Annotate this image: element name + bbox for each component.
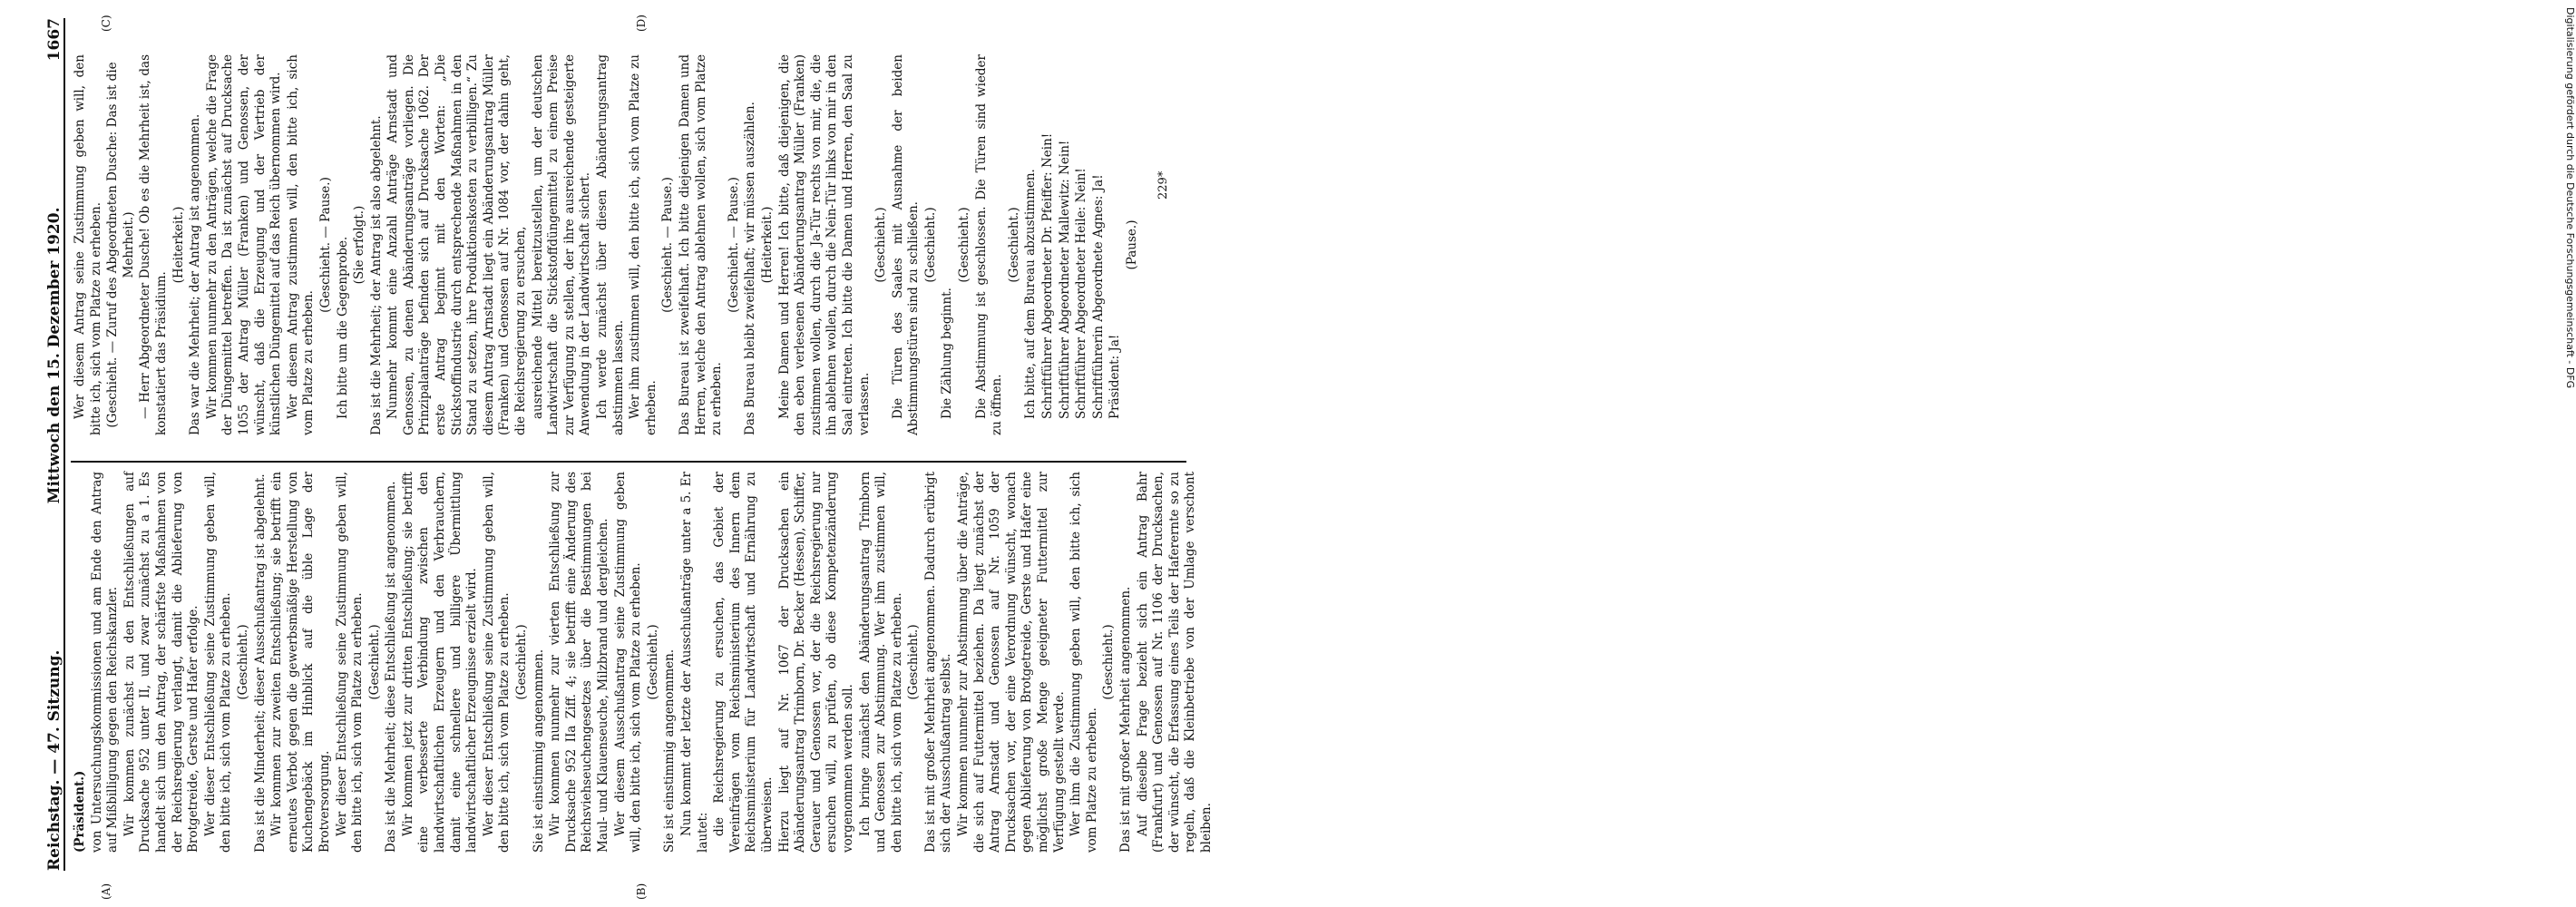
paragraph: Schriftführer Abgeordneter Heile: Nein! xyxy=(1074,168,1089,419)
paragraph: (Geschieht. — Pause.) xyxy=(660,177,676,313)
paragraph: Das war die Mehrheit; der Antrag ist angenommen. xyxy=(188,113,203,435)
paragraph: Schriftführerin Abgeordnete Agnes: Ja! xyxy=(1090,174,1106,419)
paragraph: Wir kommen zur zweiten Entschließung; sie betrifft ein erneutes Verbot gegen die gewerbsmäßige Herstellung von Kuchengebäck im Hinblick auf die üble Lage der Brotversorgung. xyxy=(269,472,332,853)
margin-mark-a: (A) xyxy=(100,883,112,900)
margin-mark-d: (D) xyxy=(635,15,648,32)
paragraph: Das Bureau ist zweifelhaft. Ich bitte diejenigen Damen und Herren, welche den Antrag ablehnen wollen, sich vom Platze zu erheben. xyxy=(677,54,725,435)
paragraph: die Reichsregierung zu ersuchen, das Gebiet der Vereinfrägen vom Reichsministerium des Innern dem Reichsministerium für Landwirtschaft und Ernährung zu überweisen. xyxy=(712,472,775,853)
paragraph: Das ist die Mehrheit; diese Entschließung ist angenommen. xyxy=(384,481,399,853)
paragraph: Ich bringe zunächst den Abänderungsantrag Trimborn und Genossen zur Abstimmung. Wer ihm zustimmen will, den bitte ich, sich vom Platze zu erheben. xyxy=(857,472,904,853)
paragraph: Wer diesem Antrag zustimmen will, den bitte ich, sich vom Platze zu erheben. xyxy=(285,54,317,435)
sidebar-credit: Digitalisierung gefördert durch die Deutsche Forschungsgemeinschaft - DFG xyxy=(2564,7,2576,389)
paragraph: (Heiterkeit.) xyxy=(759,206,775,284)
paragraph: Das ist mit großer Mehrheit angenommen. Dadurch erübrigt sich der Ausschußantrag selbst. xyxy=(922,472,954,853)
paragraph: (Geschieht.) xyxy=(1101,624,1117,700)
paragraph: Ich bitte, auf dem Bureau abzustimmen. xyxy=(1023,169,1039,419)
paragraph: Die Abstimmung ist geschlossen. Die Türen sind wieder zu öffnen. xyxy=(973,54,1005,435)
paragraph: Das ist mit großer Mehrheit angenommen. xyxy=(1118,586,1133,853)
paragraph: (Geschieht. — Zuruf des Abgeordneten Dusche: Das ist die Mehrheit.) xyxy=(105,62,136,428)
paragraph: Wir kommen nunmehr zu den Anträgen, welche die Frage der Düngemittel betreffen. Da ist zunächst auf Drucksache 1055 der Antrag Müller (Franken) und Genossen, der wünscht, daß die Erzeugung und der Vertrieb der künstlichen Düngemittel auf das Reich übernommen wird. xyxy=(204,54,284,435)
paragraph: Wer ihm die Zustimmung geben will, den bitte ich, sich vom Platze zu erheben. xyxy=(1068,472,1099,853)
paragraph: Wir kommen jetzt zur dritten Entschließung; sie betrifft eine verbesserte Verbindung zwischen den landwirtschaftlichen Erzeugern und den Verbrauchern, damit eine schnellere und billigere Übermittlung landwirtschaftlicher Erzeugnisse erzielt wird. xyxy=(400,472,480,853)
paragraph: Hierzu liegt auf Nr. 1067 der Drucksachen ein Abänderungsantrag Trimborn, Dr. Becker (Hessen), Schiffer, Gerauer und Genossen vor, der die Reichsregierung nur ersuchen will, zu prüfen, ob diese Kompetenzänderung vorgenommen werden soll. xyxy=(776,472,855,853)
paragraph: Die Zählung beginnt. xyxy=(940,288,955,419)
paragraph: (Sie erfolgt.) xyxy=(352,205,367,285)
paragraph: (Geschieht.) xyxy=(906,624,922,700)
paragraph: Wer diesem Antrag seine Zustimmung geben will, den bitte ich, sich vom Platze zu erheben. xyxy=(73,54,103,435)
header-left: Reichstag. — 47. Sitzung. xyxy=(45,649,63,871)
paragraph: Präsident: Ja! xyxy=(1107,334,1123,419)
paragraph: Schriftführer Abgeordneter Mallewitz: Nein! xyxy=(1057,140,1072,419)
paragraph: (Geschieht. — Pause.) xyxy=(317,177,333,313)
paragraph: Nun kommt der letzte der Ausschußanträge unter a 5. Er lautet: xyxy=(678,472,710,853)
footer-number: 229* xyxy=(1156,171,1170,200)
paragraph: (Geschieht.) xyxy=(514,624,530,700)
paragraph: Wir kommen zunächst zu den Entschließungen auf Drucksache 952 unter II, und zwar zunächst zu a 1. Es handelt sich um den Antrag, der schärfste Maßnahmen von der Reichsregierung verlangt, damit die Ablieferung von Brotgetreide, Gerste und Hafer erfolge. xyxy=(122,472,201,853)
paragraph: Das ist die Mehrheit; der Antrag ist also abgelehnt. xyxy=(368,115,384,435)
paragraph: (Präsident.) xyxy=(73,770,87,853)
paragraph: Sie ist einstimmig angenommen. xyxy=(662,649,678,853)
paragraph: ausreichende Mittel bereitzustellen, um der deutschen Landwirtschaft die Stickstoffdüngemittel zu einem Preise zur Verfügung zu stellen, der ihre ausreichende gesteigerte Anwendung in der Landwirtschaft sichert. xyxy=(530,54,593,435)
paragraph: Meine Damen und Herren! Ich bitte, daß diejenigen, die den eben verlesenen Abänderungsantrag Müller (Franken) zustimmen wollen, durch die Ja-Tür rechts von mir, die, die ihn ablehnen wollen, durch die Nein-Tür links von mir in den Saal eintreten. Ich bitte die Damen und Herren, den Saal zu verlassen. xyxy=(776,54,872,435)
paragraph: Wir kommen nunmehr zur vierten Entschließung zur Drucksache 952 IIa Ziff. 4; sie betrifft eine Änderung des Reichsviehseuchengesetzes über die Bestimmungen bei Maul- und Klauenseuche, Milzbrand und dergleichen. xyxy=(548,472,610,853)
column-divider xyxy=(71,461,1186,463)
paragraph: (Geschieht.) xyxy=(957,207,972,283)
sidebar xyxy=(1283,7,2576,901)
paragraph: Das ist die Minderheit; dieser Ausschußantrag ist abgelehnt. xyxy=(252,473,268,853)
paragraph: — Herr Abgeordneter Dusche! Ob es die Mehrheit ist, das konstatiert das Präsidium. xyxy=(138,54,169,435)
paragraph: (Geschieht.) xyxy=(922,207,938,283)
paragraph: Wer diesem Ausschußantrag seine Zustimmung geben will, den bitte ich, sich vom Platze zu erheben. xyxy=(612,472,644,853)
page-header xyxy=(36,18,65,871)
margin-mark-c: (C) xyxy=(100,15,112,32)
left-column xyxy=(73,472,1216,853)
paragraph: Wer ihm zustimmen will, den bitte ich, sich vom Platze zu erheben. xyxy=(628,54,659,435)
paragraph: (Pause.) xyxy=(1125,219,1139,270)
paragraph: Sie ist einstimmig angenommen. xyxy=(531,649,546,853)
paragraph: (Heiterkeit.) xyxy=(171,206,186,284)
paragraph: Die Türen des Saales mit Ausnahme der beiden Abstimmungstüren sind zu schließen. xyxy=(890,54,922,435)
paragraph: (Geschieht.) xyxy=(366,624,382,700)
paragraph: Auf dieselbe Frage bezieht sich ein Antrag Bahr (Frankfurt) und Genossen auf Nr. 1106 der Drucksachen, der wünscht, die Erfassung eines Teils der Haferernte so zu regeln, daß die Kleinbetriebe von der Umlage verschont bleiben. xyxy=(1135,472,1214,853)
paragraph: (Geschieht.) xyxy=(645,624,660,700)
paragraph: Wir kommen nunmehr zur Abstimmung über die Anträge, die sich auf Futtermittel beziehen. Da liegt zunächst der Antrag Arnstadt und Genossen auf Nr. 1059 der Drucksachen vor, der eine Verordnung wünscht, wonach gegen Ablieferung von Brotgetreide, Gerste und Hafer eine möglichst große Menge geeigneter Futtermittel zur Verfügung gestellt werde. xyxy=(956,472,1067,853)
header-date: Mittwoch den 15. Dezember 1920. xyxy=(45,207,63,504)
paragraph: (Geschieht. — Pause.) xyxy=(726,177,741,313)
right-column xyxy=(73,54,1142,435)
paragraph: Wer dieser Entschließung seine Zustimmung geben will, den bitte ich, sich vom Platze zu erheben. xyxy=(481,472,512,853)
page-number: 1667 xyxy=(45,18,63,62)
paragraph: (Geschieht.) xyxy=(235,624,250,700)
paragraph: (Geschieht.) xyxy=(873,207,889,283)
paragraph: Schriftführer Abgeordneter Dr. Pfeiffer: Nein! xyxy=(1040,132,1056,419)
paragraph: von Untersuchungskommissionen und am Ende den Antrag auf Mißbilligung gegen den Reichskanzler. xyxy=(89,472,121,853)
paragraph: (Geschieht.) xyxy=(1006,207,1021,283)
paragraph: Das Bureau bleibt zweifelhaft; wir müssen auszählen. xyxy=(743,102,758,435)
paragraph: Wer dieser Entschließung seine Zustimmung geben will, den bitte ich, sich vom Platze zu erheben. xyxy=(334,472,366,853)
paragraph: Ich bitte um die Gegenprobe. xyxy=(335,236,350,419)
paragraph: Nunmehr kommt eine Anzahl Anträge Arnstadt und Genossen, zu denen Abänderungsanträge vorliegen. Die Prinzipalanträge befinden sich auf Drucksache 1062. Der erste Antrag beginnt mit den Worten: „Die Stickstoffindustrie durch entsprechende Maßnahmen in den Stand zu setzen, ihre Produktionskosten zu verbilligen.“ Zu diesem Antrag Arnstadt liegt ein Abänderungsantrag Müller (Franken) und Genossen auf Nr. 1084 vor, der dahin geht, die Reichsregierung zu ersuchen, xyxy=(385,54,529,435)
paragraph: Ich werde zunächst über diesen Abänderungsantrag abstimmen lassen. xyxy=(595,54,626,435)
margin-mark-b: (B) xyxy=(635,883,648,900)
paragraph: Wer dieser Entschließung seine Zustimmung geben will, den bitte ich, sich vom Platze zu erheben. xyxy=(202,472,234,853)
